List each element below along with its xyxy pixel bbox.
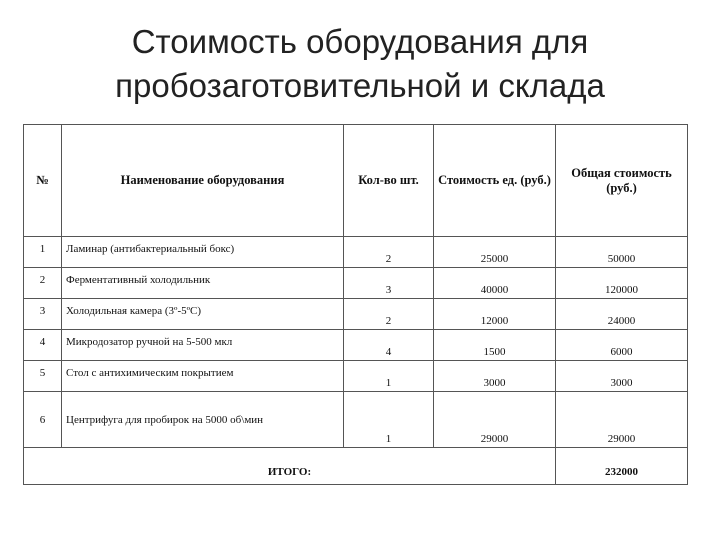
equipment-cost-table [23,124,688,485]
table-row [24,361,688,392]
row-total-cost: 6000 [556,330,688,361]
row-num: 5 [24,361,62,392]
row-qty: 3 [344,268,434,299]
row-unit-cost: 25000 [434,237,556,268]
table-row [24,237,688,268]
header-name: Наименование оборудования [62,125,344,237]
row-qty: 2 [344,299,434,330]
total-value: 232000 [556,448,688,485]
title-line-2: пробозаготовительной и склада [115,67,605,104]
table-row [24,330,688,361]
total-label: ИТОГО: [24,448,556,485]
row-num: 2 [24,268,62,299]
table-header-row [24,125,688,237]
table-row [24,268,688,299]
row-total-cost: 120000 [556,268,688,299]
row-name: Холодильная камера (3º-5ºС) [62,299,344,330]
row-num: 1 [24,237,62,268]
table-row [24,392,688,448]
row-total-cost: 3000 [556,361,688,392]
row-num: 4 [24,330,62,361]
row-name: Микродозатор ручной на 5-500 мкл [62,330,344,361]
row-unit-cost: 12000 [434,299,556,330]
table-total-row [24,448,688,485]
header-unit-cost: Стоимость ед. (руб.) [434,125,556,237]
row-num: 3 [24,299,62,330]
row-qty: 2 [344,237,434,268]
header-qty: Кол-во шт. [344,125,434,237]
header-total-cost: Общая стоимость (руб.) [556,125,688,237]
header-num: № [24,125,62,237]
row-qty: 4 [344,330,434,361]
row-unit-cost: 1500 [434,330,556,361]
row-name: Ламинар (антибактериальный бокс) [62,237,344,268]
row-unit-cost: 3000 [434,361,556,392]
row-total-cost: 24000 [556,299,688,330]
row-name: Стол с антихимическим покрытием [62,361,344,392]
row-name: Центрифуга для пробирок на 5000 об\мин [62,392,344,448]
row-qty: 1 [344,392,434,448]
row-name: Ферментативный холодильник [62,268,344,299]
row-unit-cost: 40000 [434,268,556,299]
row-total-cost: 50000 [556,237,688,268]
row-num: 6 [24,392,62,448]
row-unit-cost: 29000 [434,392,556,448]
row-qty: 1 [344,361,434,392]
row-total-cost: 29000 [556,392,688,448]
table-row [24,299,688,330]
title-line-1: Стоимость оборудования для [131,23,589,60]
slide-title [0,20,720,108]
